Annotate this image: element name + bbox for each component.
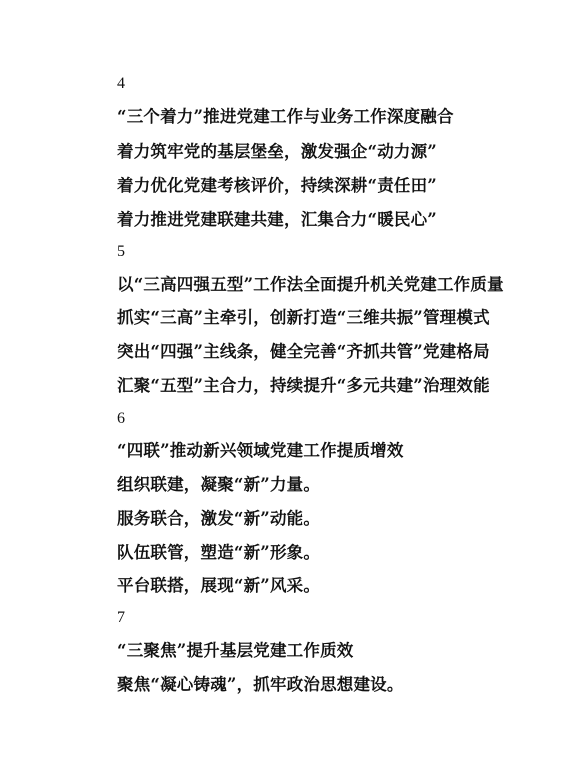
list-item: 平台联搭，展现“新”风采。 xyxy=(117,576,321,595)
list-item: 聚焦“凝心铸魂”，抓牢政治思想建设。 xyxy=(117,675,404,694)
list-item: 着力推进党建联建共建，汇集合力“暖民心” xyxy=(117,210,437,229)
list-item: 着力优化党建考核评价，持续深耕“责任田” xyxy=(117,176,437,195)
list-item: 队伍联管，塑造“新”形象。 xyxy=(117,543,321,562)
section-number-4: 4 xyxy=(117,75,126,92)
section-heading: “四联”推动新兴领域党建工作提质增效 xyxy=(117,441,404,460)
list-item: 组织联建，凝聚“新”力量。 xyxy=(117,475,321,494)
section-number-6: 6 xyxy=(117,410,126,427)
section-heading: 以“三高四强五型”工作法全面提升机关党建工作质量 xyxy=(117,275,504,294)
list-item: 抓实“三高”主牵引，创新打造“三维共振”管理模式 xyxy=(117,308,490,327)
list-item: 服务联合，激发“新”动能。 xyxy=(117,509,321,528)
list-item: 突出“四强”主线条，健全完善“齐抓共管”党建格局 xyxy=(117,342,490,361)
section-number-7: 7 xyxy=(117,609,126,626)
section-heading: “三聚焦”提升基层党建工作质效 xyxy=(117,641,354,660)
section-heading: “三个着力”推进党建工作与业务工作深度融合 xyxy=(117,107,454,126)
section-number-5: 5 xyxy=(117,243,126,260)
list-item: 着力筑牢党的基层堡垒，激发强企“动力源” xyxy=(117,142,437,161)
list-item: 汇聚“五型”主合力，持续提升“多元共建”治理效能 xyxy=(117,376,490,395)
